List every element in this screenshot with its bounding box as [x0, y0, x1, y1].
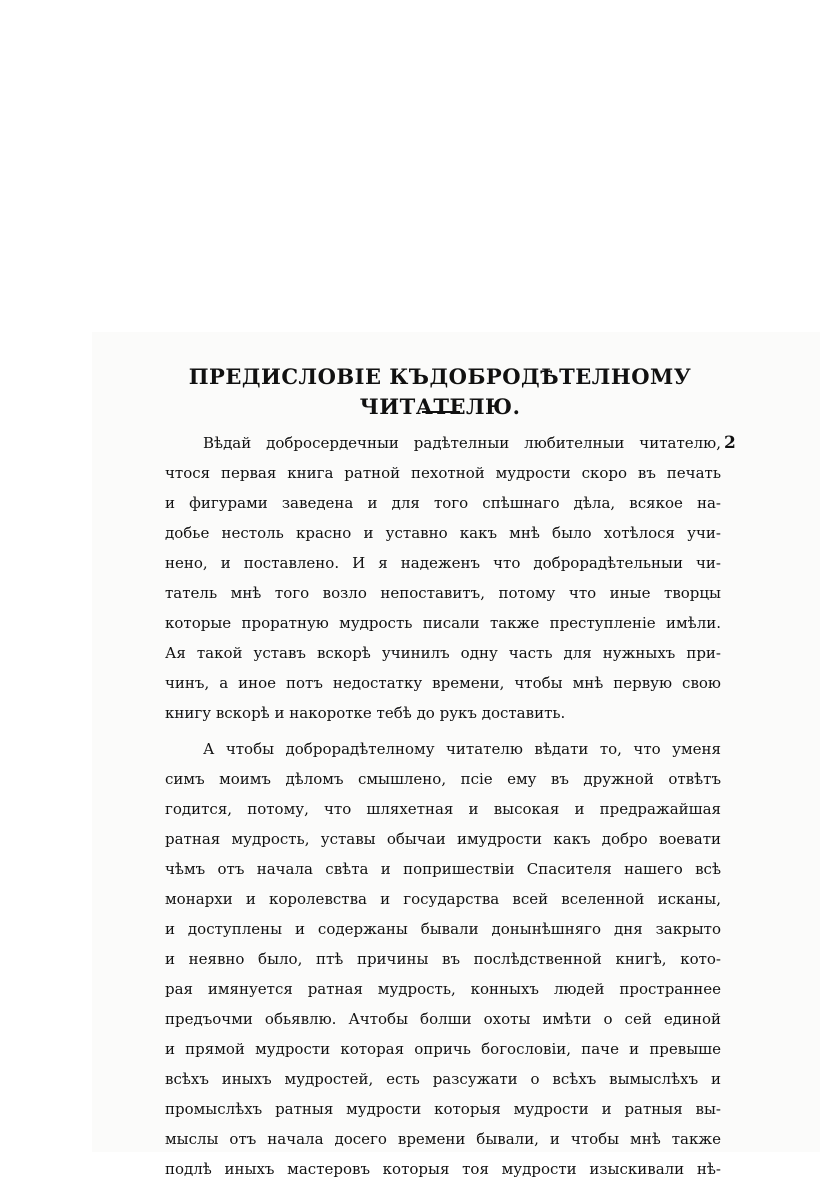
paragraph-2 — [165, 736, 721, 1186]
text-line: А чтобы доброрадѣтелному читателю вѣдати то, что уменя — [203, 740, 721, 758]
text-line: подлѣ иныхъ мастеровъ которыя тоя мудрости изыскивали нѣ- — [165, 1160, 721, 1178]
text-line: и доступлены и содержаны бывали донынѣшняго дня закрыто — [165, 920, 721, 938]
text-line: годится, потому, что шляхетная и высокая и предражайшая — [165, 800, 721, 818]
text-line: ратная мудрость, уставы обычаи имудрости какъ добро воевати — [165, 830, 721, 848]
text-line: всѣхъ иныхъ мудростей, есть разсужати о всѣхъ вымыслѣхъ и — [165, 1070, 721, 1088]
text-line: предъочми обьявлю. Ачтобы болши охоты имѣти о сей единой — [165, 1010, 721, 1028]
text-line: и неявно было, птѣ причины въ послѣдственной книгѣ, кото- — [165, 950, 721, 968]
text-line: Ая такой уставъ вскорѣ учинилъ одну часть для нужныхъ при- — [165, 644, 721, 662]
text-line: промыслѣхъ ратныя мудрости которыя мудрости и ратныя вы- — [165, 1100, 721, 1118]
text-line: симъ моимъ дѣломъ смышлено, псіе ему въ дружной отвѣтъ — [165, 770, 721, 788]
paragraph-1 — [165, 430, 721, 730]
text-line: мыслы отъ начала досего времени бывали, и чтобы мнѣ также — [165, 1130, 721, 1148]
text-line: нено, и поставлено. И я надеженъ что доброрадѣтельныи чи- — [165, 554, 721, 572]
text-line: которые проратную мудрость писали также преступленіе имѣли. — [165, 614, 721, 632]
page-margin-number: 2 — [724, 433, 736, 453]
text-line: татель мнѣ того возло непоставитъ, потому что иные творцы — [165, 584, 721, 602]
body-text — [165, 430, 721, 1186]
text-line: монархи и королевства и государства всей вселенной исканы, — [165, 890, 721, 908]
text-line: и фигурами заведена и для того спѣшнаго дѣла, всякое на- — [165, 494, 721, 512]
text-line: рая имянуется ратная мудрость, конныхъ людей пространнее — [165, 980, 721, 998]
heading-divider — [422, 411, 460, 413]
text-line: книгу вскорѣ и накоротке тебѣ до рукъ доставить. — [165, 704, 566, 722]
text-line: добье нестоль красно и уставно какъ мнѣ было хотѣлося учи- — [165, 524, 721, 542]
text-line: Вѣдай добросердечныи радѣтелныи любителныи читателю, — [203, 434, 721, 452]
text-line: и прямой мудрости которая опричь богословіи, паче и превыше — [165, 1040, 721, 1058]
text-line: чинъ, а иное потъ недостатку времени, чтобы мнѣ первую свою — [165, 674, 721, 692]
text-line: чтося первая книга ратной пехотной мудрости скоро въ печать — [165, 464, 721, 482]
page-heading: ПРЕДИСЛОВІЕ КЪДОБРОДѢТЕЛНОМУ ЧИТАТЕЛЮ. — [188, 364, 692, 419]
text-line: чѣмъ отъ начала свѣта и попришествіи Спасителя нашего всѣ — [165, 860, 721, 878]
